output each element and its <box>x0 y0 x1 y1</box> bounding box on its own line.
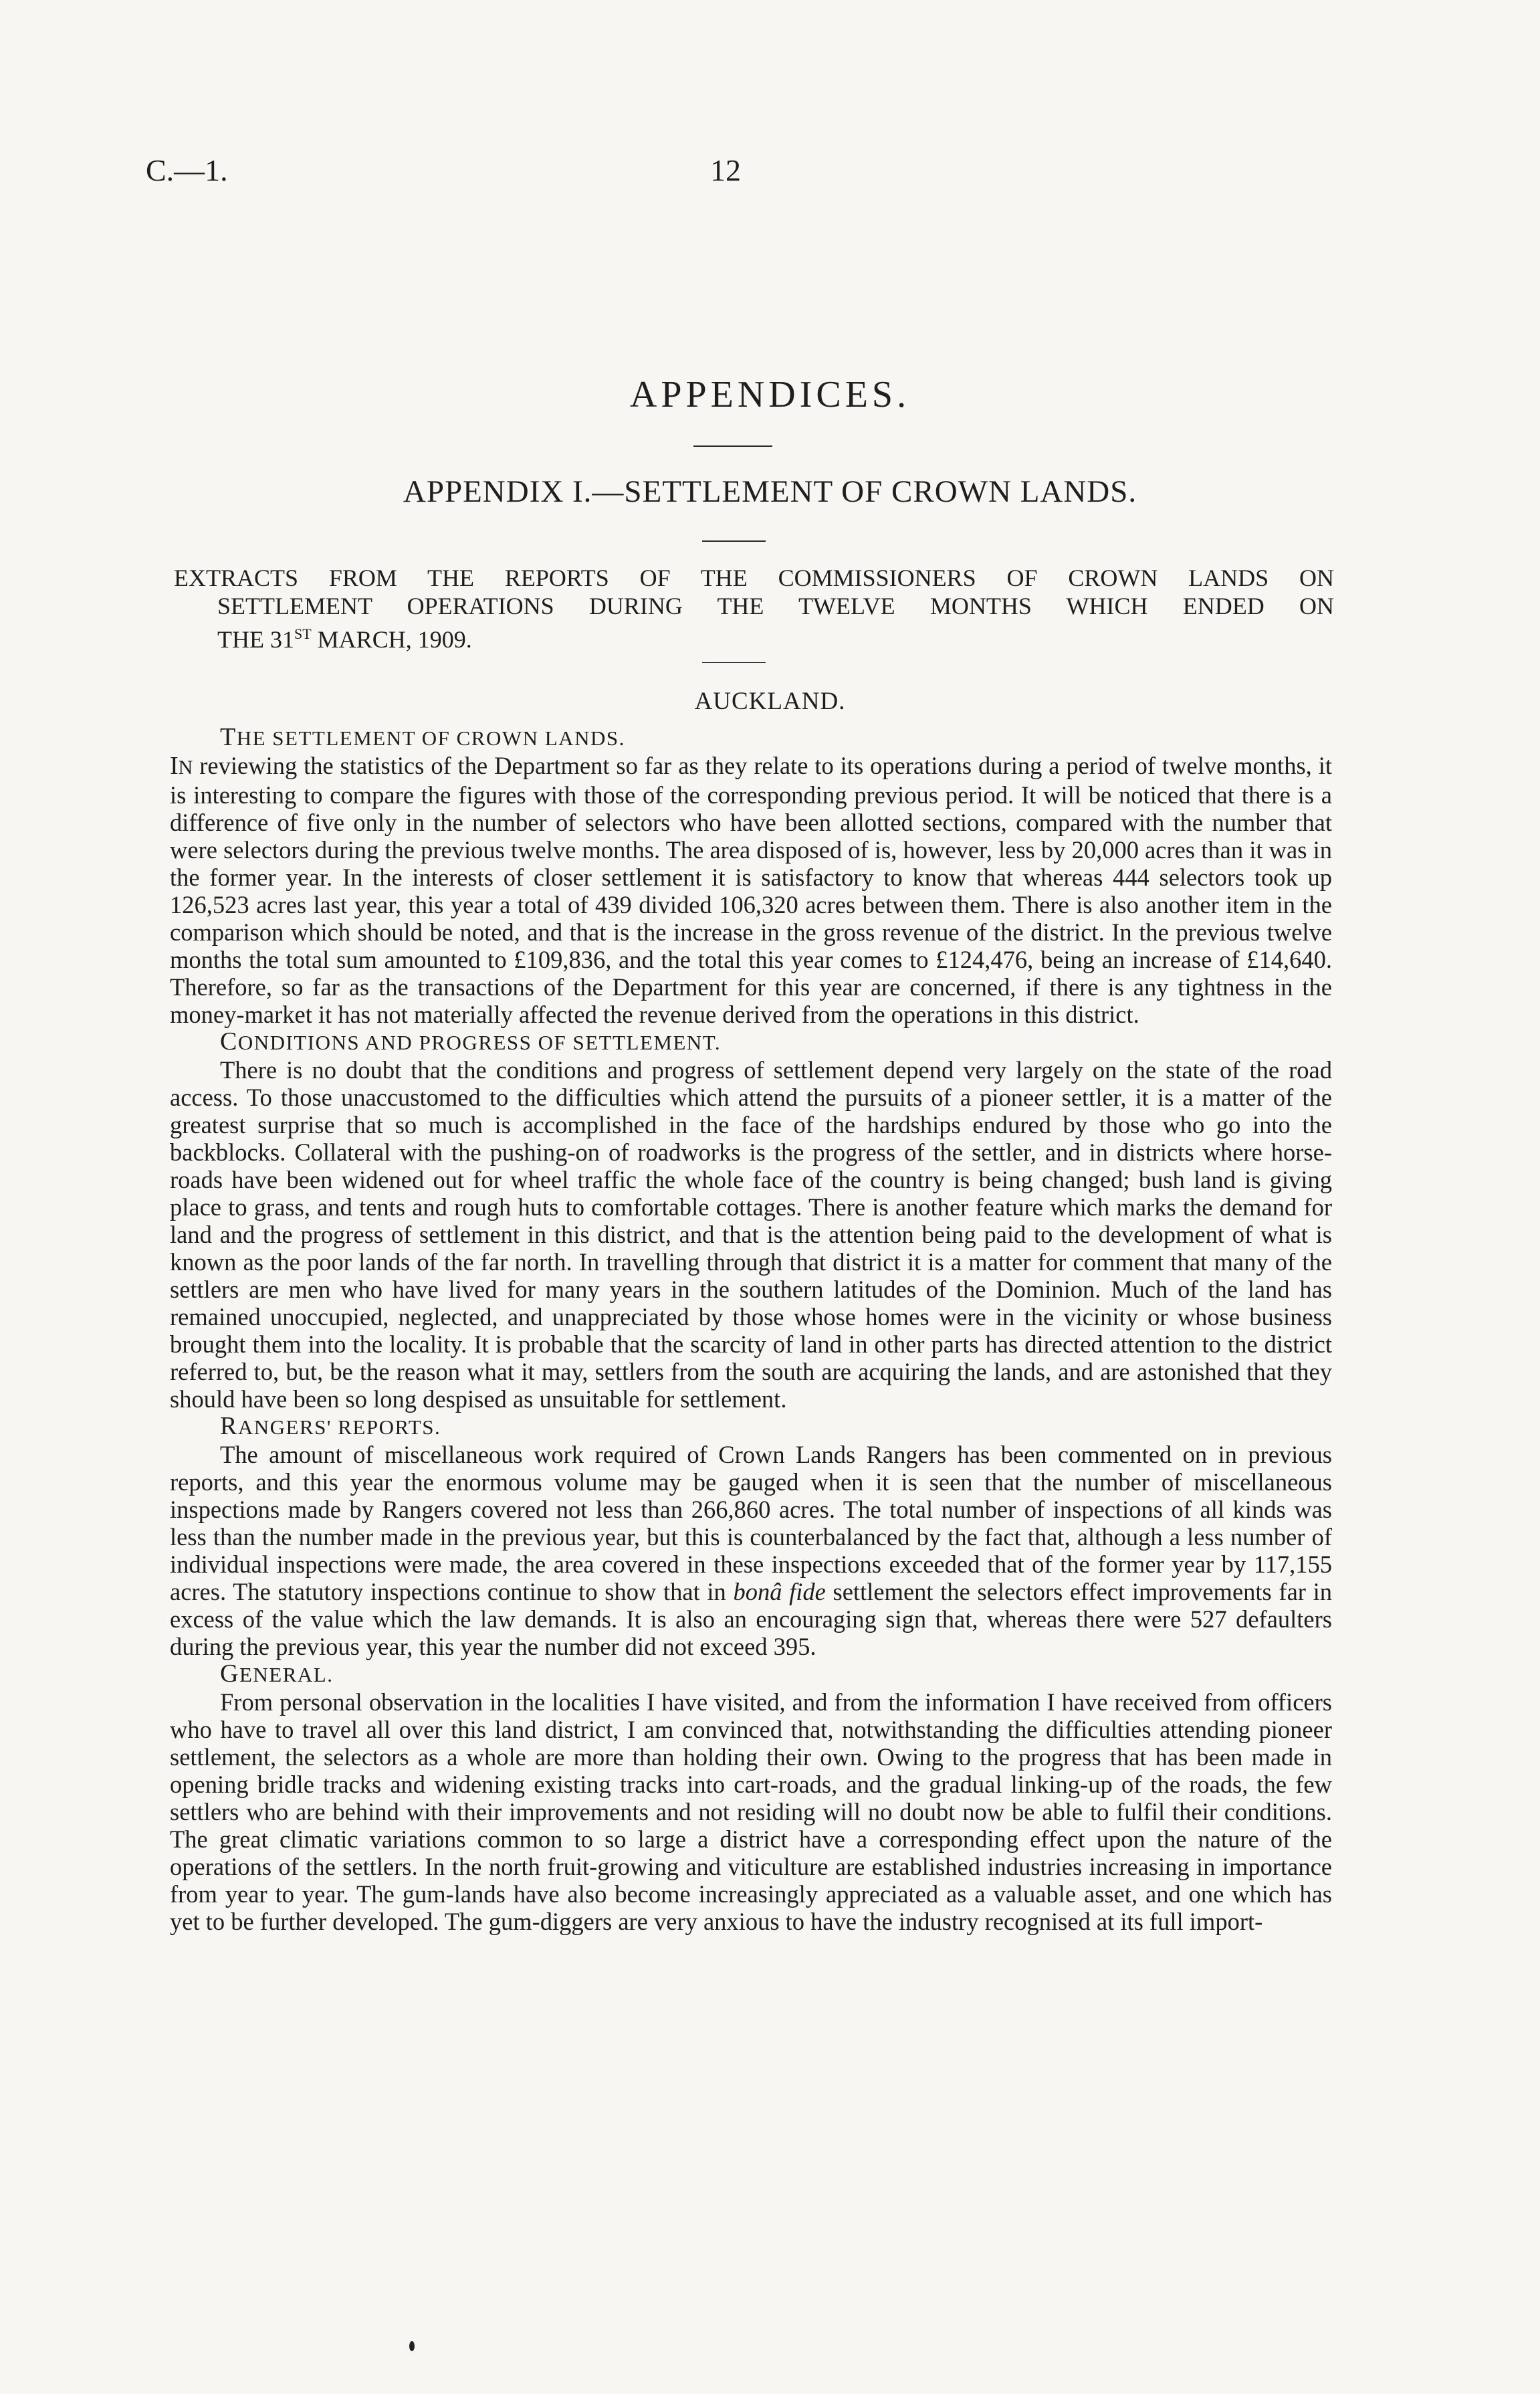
appendix-title: APPENDIX I.—SETTLEMENT OF CROWN LANDS. <box>403 474 1137 509</box>
paragraph-conditions: There is no doubt that the conditions and progress of settlement depend very largely on the state of the road access. To those unaccustomed to the difficulties which attend the pursuits of a pioneer settler, it is a matter of the greatest surprise that so much is accomplished in the face of the hardships endured by those who go into the backblocks. Collateral with the pushing-on of roadworks is the progress of the settler, and in districts where horse-roads have been widened out for wheel traffic the whole face of the country is being changed; bush land is giving place to grass, and tents and rough huts to comfortable cottages. There is another feature which marks the demand for land and the progress of settlement in this district, and that is the attention being paid to the development of what is known as the poor lands of the far north. In travelling through that district it is a matter for comment that many of the settlers are men who have lived for many years in the southern latitudes of the Dominion. Much of the land has remained unoccupied, neglected, and unappreciated by those whose homes were in the vicinity or whose business brought them into the locality. It is probable that the scarcity of land in other parts has directed attention to the district referred to, but, be the reason what it may, settlers from the south are acquiring the lands, and are astonished that they should have been so long despised as unsuitable for settlement. <box>170 1056 1332 1413</box>
paragraph-initial: I <box>170 752 179 780</box>
extracts-line-2: SETTLEMENT OPERATIONS DURING THE TWELVE MONTHS WHICH ENDED ON <box>217 593 1334 619</box>
section-heading-rest: ANGERS' REPORTS. <box>237 1415 441 1439</box>
extracts-divider <box>702 662 766 663</box>
extracts-line-3 <box>174 620 1334 654</box>
paragraph-rangers <box>170 1441 1332 1660</box>
page-title: APPENDICES. <box>629 374 911 415</box>
section-heading-general <box>170 1660 1332 1688</box>
section-heading-rest: ENERAL. <box>239 1663 334 1686</box>
section-heading-initial: R <box>220 1412 238 1440</box>
paragraph-initial-rest: N <box>178 757 193 779</box>
extracts-date-ordinal: ST <box>294 625 312 642</box>
section-heading-rest: ONDITIONS AND PROGRESS OF SETTLEMENT. <box>237 1031 722 1054</box>
section-heading-initial: G <box>220 1660 239 1688</box>
district-heading: AUCKLAND. <box>694 688 846 715</box>
paragraph-settlement <box>170 752 1332 1028</box>
paragraph-text: reviewing the statistics of the Department so far as they relate to its operations during a period of twelve months, it is interesting to compare the figures with those of the corresponding previous period. It will be noticed that there is a difference of five only in the number of selectors who have been allotted sections, compared with the number that were selectors during the previous twelve months. The area disposed of is, however, less by 20,000 acres than it was in the former year. In the interests of closer settlement it is satisfactory to know that whereas 444 selectors took up 126,523 acres last year, this year a total of 439 divided 106,320 acres between them. There is also another item in the comparison which should be noted, and that is the increase in the gross revenue of the district. In the previous twelve months the total sum amounted to £109,836, and the total this year comes to £124,476, being an increase of £14,640. Therefore, so far as the transactions of the Department for this year are concerned, if there is any tightness in the money-market it has not materially affected the revenue derived from the operations in this district. <box>170 752 1332 1028</box>
extracts-date-suffix: MARCH, 1909. <box>311 626 472 653</box>
section-heading-initial: T <box>220 723 237 751</box>
paragraph-text-b: settlement the selectors effect improvements far in excess of the value which the law demands. It is also an encouraging sign that, whereas there were 527 defaulters during the previous year, this year the number did not exceed 395. <box>170 1578 1332 1660</box>
paragraph-general: From personal observation in the localities I have visited, and from the information I have received from officers who have to travel all over this land district, I am convinced that, notwithstanding the difficulties attending pioneer settlement, the selectors as a whole are more than holding their own. Owing to the progress that has been made in opening bridle tracks and widening existing tracks into cart-roads, and the gradual linking-up of the roads, the few settlers who are behind with their improvements and not residing will no doubt now be able to fulfil their conditions. The great climatic variations common to so large a district have a corresponding effect upon the nature of the operations of the settlers. In the north fruit-growing and viticulture are established industries increasing in importance from year to year. The gum-lands have also become increasingly appreciated as a valuable asset, and one which has yet to be further developed. The gum-diggers are very anxious to have the industry recognised at its full import- <box>170 1688 1332 1935</box>
ink-mark <box>409 2341 415 2351</box>
section-heading-settlement <box>170 724 1332 752</box>
document-reference: C.—1. <box>146 153 228 187</box>
extracts-line-1: EXTRACTS FROM THE REPORTS OF THE COMMISSIONERS OF CROWN LANDS ON <box>174 565 1334 591</box>
section-heading-rest: HE SETTLEMENT OF CROWN LANDS. <box>236 726 625 750</box>
paragraph-text-a: The amount of miscellaneous work required of Crown Lands Rangers has been commented on in previous reports, and this year the enormous volume may be gauged when it is seen that the number of miscellaneous inspections made by Rangers covered not less than 266,860 acres. The total number of inspections of all kinds was less than the number made in the previous year, but this is counterbalanced by the fact that, although a less number of individual inspections were made, the area covered in these inspections exceeded that of the former year by 117,155 acres. The statutory inspections continue to show that in <box>170 1441 1332 1605</box>
appendix-divider <box>702 540 766 542</box>
section-heading-rangers <box>170 1413 1332 1441</box>
extracts-heading <box>174 564 1334 654</box>
title-divider <box>693 445 772 447</box>
section-heading-initial: C <box>220 1027 238 1056</box>
extracts-date-prefix: THE 31 <box>217 626 294 653</box>
section-heading-conditions <box>170 1028 1332 1056</box>
page-number: 12 <box>710 153 741 187</box>
report-body <box>170 724 1332 1935</box>
paragraph-italic: bonâ fide <box>733 1578 826 1605</box>
